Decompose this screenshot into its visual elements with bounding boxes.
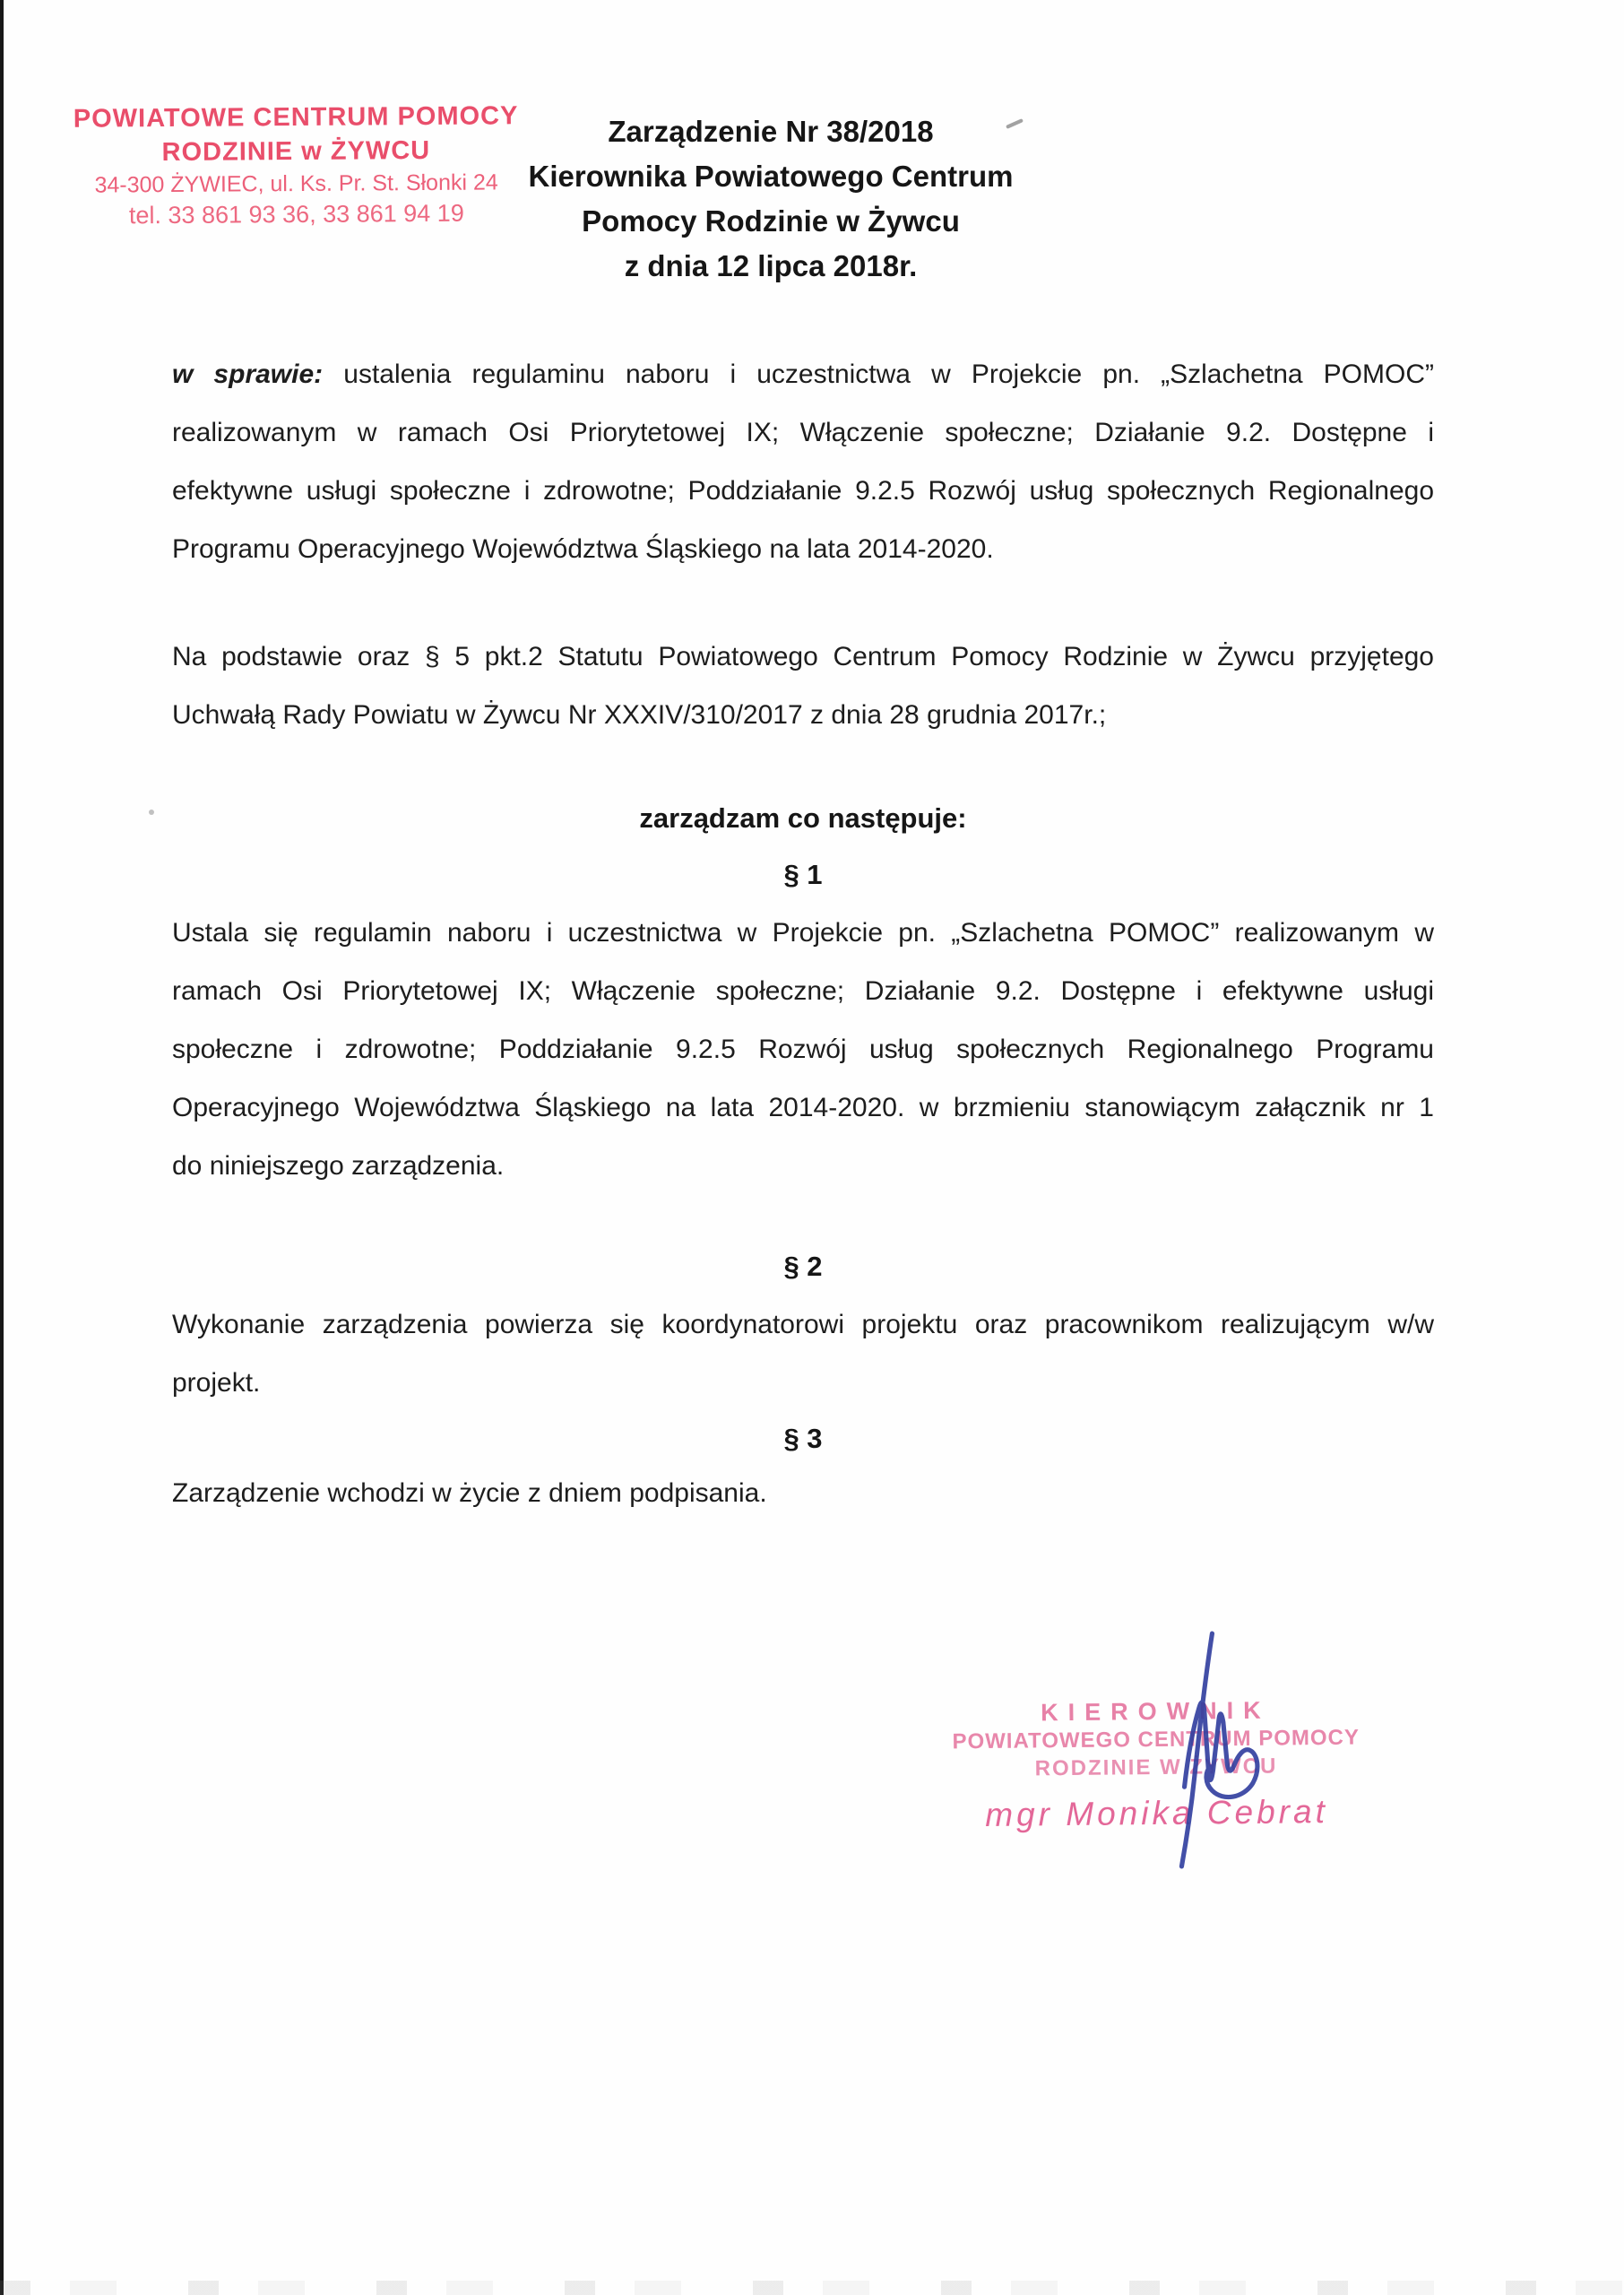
section-1-heading: § 1 — [783, 859, 823, 890]
section-1-line: społeczne i zdrowotne; Poddziałanie 9.2.5 Rozwój usług społecznych Regionalnego Programu — [172, 1035, 1434, 1064]
section-3-line: Zarządzenie wchodzi w życie z dniem podpisania. — [172, 1478, 767, 1508]
subject-line: realizowanym w ramach Osi Priorytetowej IX; Włączenie społeczne; Działanie 9.2. Dostępne i — [172, 418, 1434, 447]
section-2-heading: § 2 — [783, 1251, 823, 1282]
office-stamp-org-line2: RODZINIE w ŻYWCU — [161, 135, 431, 168]
section-1-line: do niniejszego zarządzenia. — [172, 1151, 505, 1181]
section-1-line: ramach Osi Priorytetowej IX; Włączenie społeczne; Działanie 9.2. Dostępne i efektywne usługi — [172, 976, 1434, 1006]
decree-title-number: Zarządzenie Nr 38/2018 — [608, 115, 934, 148]
office-stamp — [70, 99, 523, 232]
approval-stamp-org-line1: POWIATOWEGO CENTRUM POMOCY — [952, 1725, 1361, 1754]
approval-stamp-role: KIEROWNIK — [1040, 1696, 1271, 1727]
decree-title-issuer-line2: Pomocy Rodzinie w Żywcu — [582, 204, 960, 238]
section-3-heading: § 3 — [783, 1423, 823, 1454]
section-2-line: Wykonanie zarządzenia powierza się koordynatorowi projektu oraz pracownikom realizującym w/w — [172, 1310, 1434, 1339]
subject-paragraph — [172, 345, 1434, 578]
subject-line: Programu Operacyjnego Województwa Śląskiego na lata 2014-2020. — [172, 534, 994, 564]
office-stamp-org-line1: POWIATOWE CENTRUM POMOCY — [73, 101, 519, 134]
subject-line — [172, 345, 1434, 403]
subject-line-rest: ustalenia regulaminu naboru i uczestnictwa w Projekcie pn. „Szlachetna POMOC” — [343, 359, 1434, 389]
section-1-paragraph — [172, 904, 1434, 1195]
scan-speck — [149, 810, 154, 815]
w-sprawie-label: w sprawie: — [172, 359, 324, 389]
legal-basis-line: Na podstawie oraz § 5 pkt.2 Statutu Powiatowego Centrum Pomocy Rodzinie w Żywcu przyjętego — [172, 642, 1434, 671]
legal-basis-line: Uchwałą Rady Powiatu w Żywcu Nr XXXIV/310/2017 z dnia 28 grudnia 2017r.; — [172, 700, 1107, 730]
subject-line: efektywne usługi społeczne i zdrowotne; Poddziałanie 9.2.5 Rozwój usług społecznych Regionalnego — [172, 476, 1434, 506]
legal-basis-paragraph — [172, 628, 1434, 744]
office-stamp-address: 34-300 ŻYWIEC, ul. Ks. Pr. St. Słonki 24 — [94, 169, 498, 198]
office-stamp-phone: tel. 33 861 93 36, 33 861 94 19 — [128, 199, 464, 230]
section-1-line: Ustala się regulamin naboru i uczestnictwa w Projekcie pn. „Szlachetna POMOC” realizowanym w — [172, 918, 1434, 948]
order-heading: zarządzam co następuje: — [639, 802, 967, 834]
bottom-scan-noise — [0, 2281, 1624, 2295]
signature-ink — [1122, 1630, 1274, 1870]
approval-stamp-org-line2: RODZINIE W ŻYWCU — [1034, 1754, 1278, 1781]
decree-title-issuer-line1: Kierownika Powiatowego Centrum — [528, 160, 1014, 193]
section-2-paragraph — [172, 1295, 1434, 1412]
section-3-paragraph — [172, 1464, 1434, 1522]
section-2-line: projekt. — [172, 1368, 261, 1398]
decree-title-date: z dnia 12 lipca 2018r. — [624, 249, 918, 282]
decree-title — [466, 109, 1075, 289]
signer-name: mgr Monika Cebrat — [985, 1792, 1329, 1833]
section-1-line: Operacyjnego Województwa Śląskiego na lata 2014-2020. w brzmieniu stanowiącym załącznik nr 1 — [172, 1093, 1434, 1122]
left-edge-scan-artifact — [0, 0, 4, 2295]
